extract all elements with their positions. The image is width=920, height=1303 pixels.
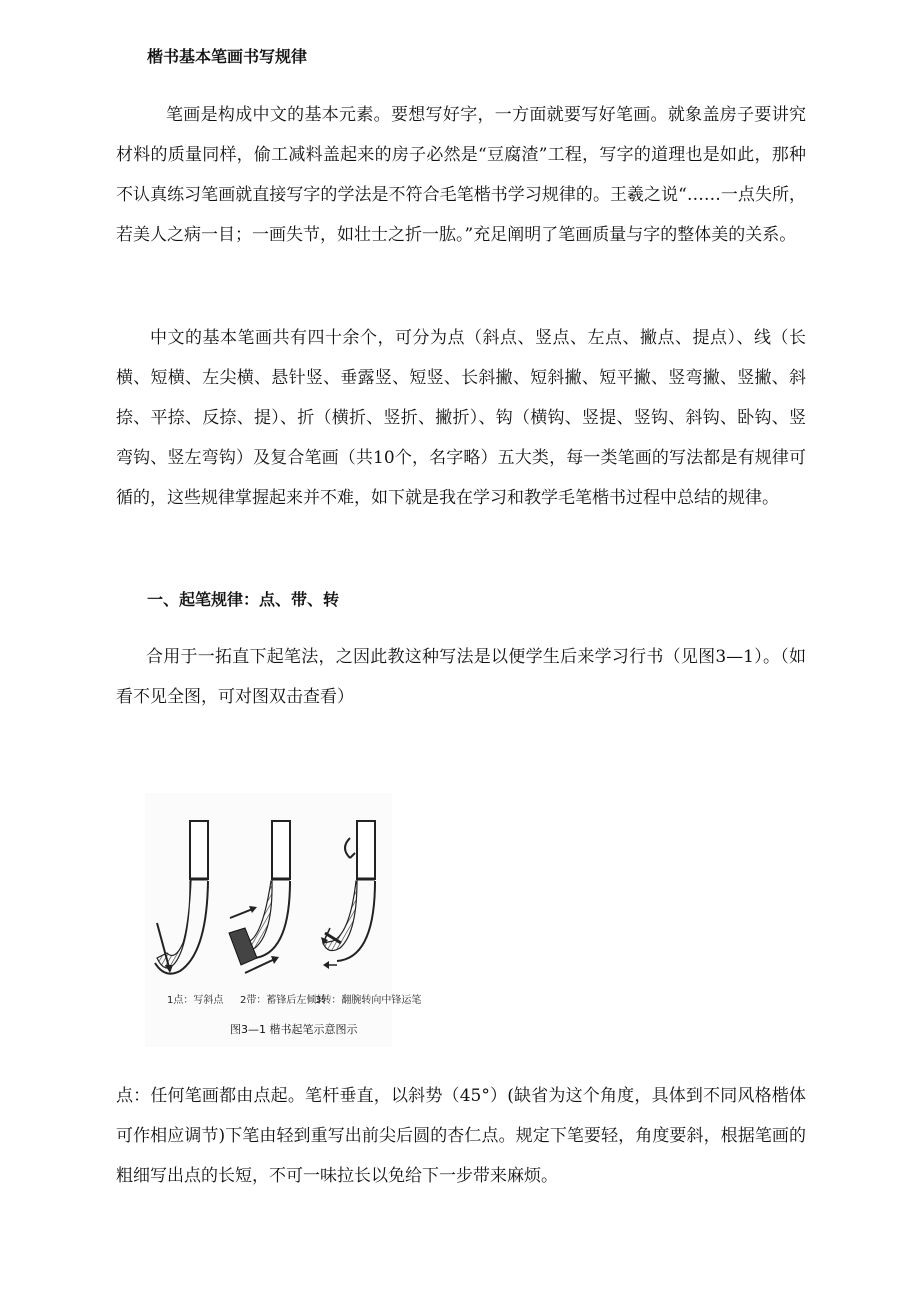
brush-1-drawing (155, 821, 208, 974)
brush-3-drawing (321, 821, 375, 969)
document-title: 楷书基本笔画书写规律 (147, 47, 308, 66)
strokes-paragraph: 中文的基本笔画共有四十余个，可分为点（斜点、竖点、左点、撇点、提点）、线（长横、短横、左尖横、悬针竖、垂露竖、短竖、长斜撇、短斜撇、短平撇、竖弯撇、竖撇、斜捺、平捺、反捺、提）、折（横折、竖折、撇折）、钩（横钩、竖提、竖钩、斜钩、卧钩、竖弯钩、竖左弯钩）及复合笔画（共10个，名字略）五大类，每一类笔画的写法都是有规律可循的，这些规律掌握起来并不难，如下就是我在学习和教学毛笔楷书过程中总结的规律。 (116, 328, 806, 508)
brush-stroke-illustration (145, 793, 422, 1047)
figure-label-1: 1点：写斜点 (167, 995, 224, 1006)
intro-paragraph: 笔画是构成中文的基本元素。要想写好字，一方面就要写好笔画。就象盖房子要讲究材料的质量同样，偷工减料盖起来的房子必然是“豆腐渣”工程，写字的道理也是如此，那种不认真练习笔画就直接写字的学法是不符合毛笔楷书学习规律的。王羲之说“……一点失所，若美人之病一目；一画失节，如壮士之折一肱。”充足阐明了笔画质量与字的整体美的关系。 (116, 105, 806, 245)
section-heading: 一、起笔规律：点、带、转 (147, 590, 340, 609)
brush-2-drawing (229, 821, 290, 973)
point-rule-paragraph: 点：任何笔画都由点起。笔杆垂直，以斜势（45°）(缺省为这个角度，具体到不同风格楷体可作相应调节)下笔由轻到重写出前尖后圆的杏仁点。规定下笔要轻，角度要斜，根据笔画的粗细写出点的长短，不可一味拉长以免给下一步带来麻烦。 (116, 1086, 806, 1186)
section-intro-paragraph: 合用于一拓直下起笔法，之因此教这种写法是以便学生后来学习行书（见图3—1）。（如看不见全图，可对图双击查看） (116, 647, 806, 707)
figure-label-2: 2带：蓄锋后左倾转 (240, 995, 327, 1006)
brush-stroke-figure[interactable] (145, 793, 422, 1047)
figure-caption: 图3—1 楷书起笔示意图示 (230, 1023, 358, 1036)
figure-label-3: 3转：翻腕转向中锋运笔 (315, 995, 422, 1006)
